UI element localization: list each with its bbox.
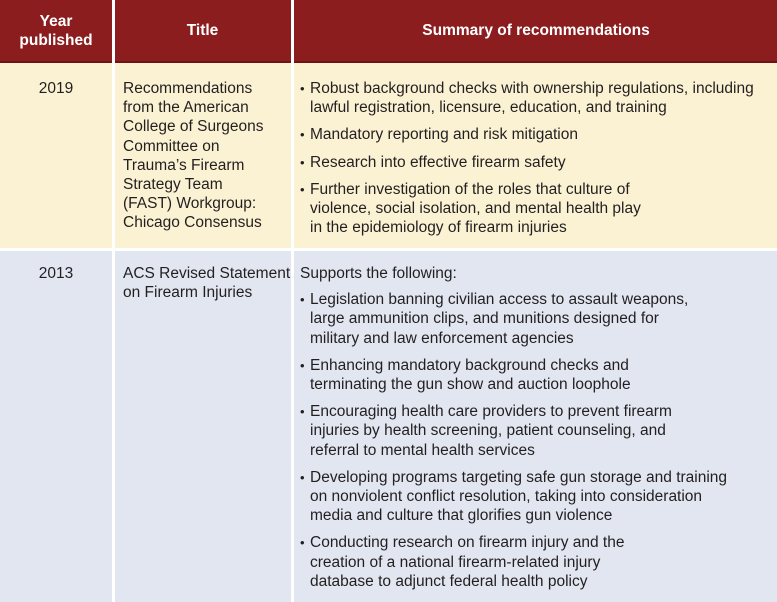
recommendation-list — [300, 79, 774, 237]
list-item: • Robust background checks with ownership regulations, including lawful registration, licensure, education, and training — [300, 79, 777, 117]
header-year-line1: Year — [39, 12, 73, 30]
list-item: • Enhancing mandatory background checks and terminating the gun show and auction loophole — [300, 356, 660, 394]
title-cell: Recommendations from the American College of Surgeons Committee on Trauma’s Firearm Strategy Team (FAST) Workgroup: Chicago Consensus — [123, 80, 264, 232]
table-header — [0, 0, 777, 63]
year-cell: 2013 — [38, 265, 74, 282]
list-item: • Further investigation of the roles that culture of violence, social isolation, and mental health play in the epidemiology of firearm injuries — [300, 180, 655, 238]
table-row — [0, 251, 777, 602]
summary-cell — [300, 79, 774, 245]
header-summary: Summary of recommendations — [422, 22, 650, 39]
list-item: • Mandatory reporting and risk mitigation — [300, 125, 774, 144]
recommendation-list — [300, 290, 774, 591]
year-cell: 2019 — [38, 80, 74, 97]
column-divider — [112, 0, 115, 602]
title-cell: ACS Revised Statement on Firearm Injuries — [123, 265, 291, 302]
header-title: Title — [186, 22, 219, 39]
column-divider — [291, 0, 294, 602]
list-item: • Encouraging health care providers to prevent firearm injuries by health screening, patient counseling, and referral to mental health services — [300, 402, 680, 460]
list-item: • Legislation banning civilian access to assault weapons, large ammunition clips, and munitions designed for military and law enforcement agencies — [300, 290, 710, 348]
summary-cell — [300, 264, 774, 599]
header-year-line2: published — [19, 31, 93, 49]
header-year-published — [0, 0, 112, 61]
list-item: • Conducting research on firearm injury and the creation of a national firearm-related injury database to adjunct federal health policy — [300, 533, 640, 591]
list-item: • Developing programs targeting safe gun storage and training on nonviolent conflict resolution, taking into consideration media and culture that glorifies gun violence — [300, 468, 735, 526]
list-item: • Research into effective firearm safety — [300, 153, 774, 172]
summary-intro: Supports the following: — [300, 265, 457, 282]
table-row — [0, 63, 777, 248]
